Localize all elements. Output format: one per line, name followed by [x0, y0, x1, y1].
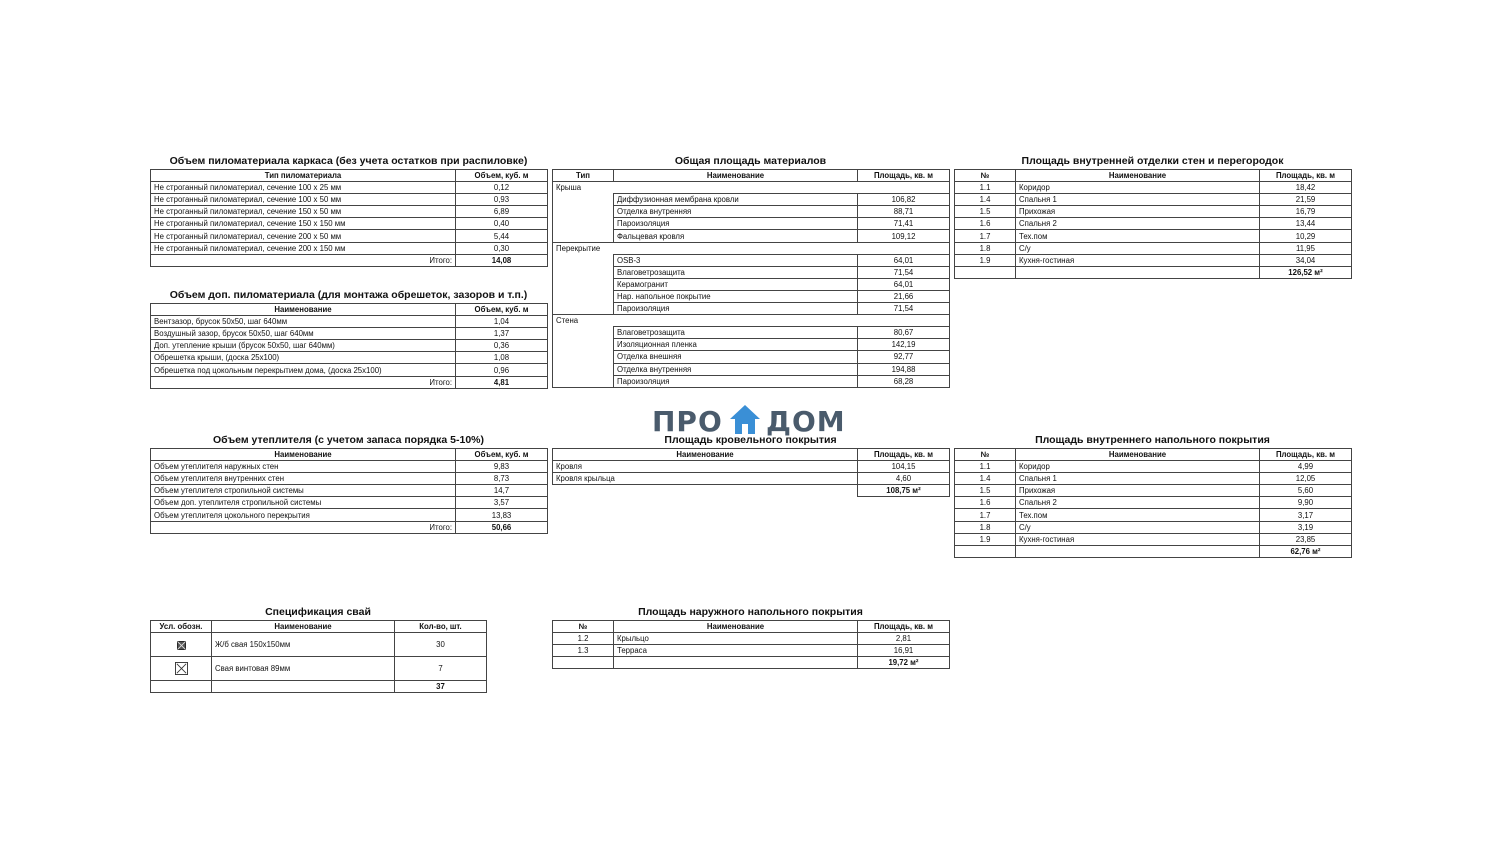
cell-value: 10,29	[1260, 230, 1352, 242]
extra-lumber-block	[150, 289, 548, 389]
cell-number: 1.1	[955, 182, 1016, 194]
indoor-floor-block	[954, 434, 1352, 558]
cell-value: 0,40	[456, 218, 548, 230]
header-area: Площадь, кв. м	[1260, 449, 1352, 461]
group-row-floor	[553, 242, 950, 254]
table-row	[151, 485, 548, 497]
cell-number: 1.8	[955, 242, 1016, 254]
cell-value: 1,04	[456, 316, 548, 328]
pile-symbol-cell	[151, 657, 212, 681]
cell-name: Фальцевая кровля	[614, 230, 858, 242]
cell-value: 9,90	[1260, 497, 1352, 509]
total-value: 108,75 м²	[858, 485, 950, 497]
cell-name: Объем утеплителя цокольного перекрытия	[151, 509, 456, 521]
pro-dom-logo	[652, 403, 850, 443]
cell-name: Влаговетрозащита	[614, 266, 858, 278]
table-row	[955, 533, 1352, 545]
extra-lumber-table	[150, 303, 548, 389]
cell-number: 1.4	[955, 194, 1016, 206]
total-row	[955, 266, 1352, 278]
extra-lumber-title: Объем доп. пиломатериала (для монтажа обрешеток, зазоров и т.п.)	[169, 289, 528, 301]
cell-name: Спальня 2	[1016, 218, 1260, 230]
cell-value: 3,17	[1260, 509, 1352, 521]
cell-number: 1.6	[955, 218, 1016, 230]
total-row	[955, 545, 1352, 557]
cell-value: 109,12	[858, 230, 950, 242]
cell-name: Не строганный пиломатериал, сечение 200 x 50 мм	[151, 230, 456, 242]
cell-number: 1.1	[955, 461, 1016, 473]
roofing-title: Площадь кровельного покрытия	[664, 434, 837, 446]
table-row	[151, 497, 548, 509]
cell-name: Нар. напольное покрытие	[614, 290, 858, 302]
cell-name: Тех.пом	[1016, 509, 1260, 521]
total-value: 14,08	[456, 254, 548, 266]
cell-value: 0,93	[456, 194, 548, 206]
cell-value: 18,42	[1260, 182, 1352, 194]
outdoor-floor-table	[552, 620, 950, 669]
table-row	[955, 182, 1352, 194]
header-type: Тип	[553, 170, 614, 182]
cell-name: Объем утеплителя стропильной системы	[151, 485, 456, 497]
cell-value: 2,81	[858, 633, 950, 645]
cell-name: Вентзазор, брусок 50x50, шаг 640мм	[151, 316, 456, 328]
cell-value: 16,79	[1260, 206, 1352, 218]
cell-name: Объем доп. утеплителя стропильной системы	[151, 497, 456, 509]
table-row	[955, 461, 1352, 473]
header-volume: Объем, куб. м	[456, 449, 548, 461]
total-row	[151, 376, 548, 388]
cell-name: Коридор	[1016, 182, 1260, 194]
pile-symbol-cell	[151, 633, 212, 657]
cell-name: Спальня 1	[1016, 194, 1260, 206]
piles-block	[150, 606, 487, 693]
total-row	[553, 485, 950, 497]
roofing-block	[552, 434, 950, 497]
cell-number: 1.4	[955, 473, 1016, 485]
cell-value: 21,66	[858, 290, 950, 302]
cell-name: Обрешетка крыши, (доска 25x100)	[151, 352, 456, 364]
cell-value: 142,19	[858, 339, 950, 351]
cell-value: 1,37	[456, 328, 548, 340]
table-row	[151, 218, 548, 230]
house-icon	[728, 403, 762, 437]
cell-value: 16,91	[858, 645, 950, 657]
cell-value: 4,60	[858, 473, 950, 485]
header-number: №	[955, 449, 1016, 461]
header-name: Наименование	[151, 304, 456, 316]
cell-value: 71,54	[858, 303, 950, 315]
table-row	[955, 218, 1352, 230]
total-value: 126,52 м²	[1260, 266, 1352, 278]
header-symbol: Усл. обозн.	[151, 621, 212, 633]
wall-finish-title: Площадь внутренней отделки стен и перегородок	[1021, 155, 1284, 167]
total-label: Итого:	[151, 376, 456, 388]
cell-name: Воздушный зазор, брусок 50x50, шаг 640мм	[151, 328, 456, 340]
cell-value: 0,36	[456, 340, 548, 352]
group-label: Перекрытие	[553, 242, 950, 254]
table-row	[151, 364, 548, 376]
insulation-title: Объем утеплителя (с учетом запаса порядка 5-10%)	[212, 434, 485, 446]
table-row	[151, 461, 548, 473]
filled-square-x-icon	[177, 641, 186, 650]
cell-number: 1.3	[553, 645, 614, 657]
cell-name: Ж/б свая 150x150мм	[212, 633, 395, 657]
cell-value: 88,71	[858, 206, 950, 218]
header-name: Наименование	[614, 621, 858, 633]
cell-value: 0,30	[456, 242, 548, 254]
table-row	[955, 206, 1352, 218]
cell-qty: 7	[395, 657, 487, 681]
table-row	[151, 340, 548, 352]
cell-value: 68,28	[858, 375, 950, 387]
cell-name: Пароизоляция	[614, 218, 858, 230]
header-volume: Объем, куб. м	[456, 304, 548, 316]
wall-finish-block	[954, 155, 1352, 279]
table-row	[151, 328, 548, 340]
cell-value: 6,89	[456, 206, 548, 218]
table-row	[955, 194, 1352, 206]
outdoor-floor-block	[552, 606, 950, 669]
piles-table	[150, 620, 487, 693]
table-row	[151, 657, 487, 681]
cell-name: С/у	[1016, 521, 1260, 533]
cell-name: Тех.пом	[1016, 230, 1260, 242]
cell-name: Пароизоляция	[614, 303, 858, 315]
group-label: Крыша	[553, 182, 950, 194]
cell-name: Изоляционная пленка	[614, 339, 858, 351]
cell-name: Спальня 2	[1016, 497, 1260, 509]
cell-value: 71,41	[858, 218, 950, 230]
table-row	[553, 327, 950, 339]
total-row	[151, 681, 487, 693]
total-value: 62,76 м²	[1260, 545, 1352, 557]
cell-name: Прихожая	[1016, 206, 1260, 218]
cell-number: 1.5	[955, 206, 1016, 218]
total-row	[151, 254, 548, 266]
cell-name: Не строганный пиломатериал, сечение 100 x 50 мм	[151, 194, 456, 206]
square-x-icon	[175, 662, 188, 675]
wall-finish-table	[954, 169, 1352, 279]
cell-value: 106,82	[858, 194, 950, 206]
cell-name: Коридор	[1016, 461, 1260, 473]
header-name: Наименование	[212, 621, 395, 633]
cell-name: Свая винтовая 89мм	[212, 657, 395, 681]
cell-value: 104,15	[858, 461, 950, 473]
cell-number: 1.9	[955, 533, 1016, 545]
cell-value: 3,19	[1260, 521, 1352, 533]
cell-name: Объем утеплителя наружных стен	[151, 461, 456, 473]
cell-name: С/у	[1016, 242, 1260, 254]
cell-value: 34,04	[1260, 254, 1352, 266]
cell-number: 1.5	[955, 485, 1016, 497]
header-number: №	[955, 170, 1016, 182]
total-value: 4,81	[456, 376, 548, 388]
cell-name: Спальня 1	[1016, 473, 1260, 485]
table-row	[151, 242, 548, 254]
cell-value: 71,54	[858, 266, 950, 278]
total-row	[553, 657, 950, 669]
frame-lumber-block	[150, 155, 548, 267]
cell-name: Объем утеплителя внутренних стен	[151, 473, 456, 485]
logo-text-left: ПРО	[652, 405, 723, 438]
cell-name: Крыльцо	[614, 633, 858, 645]
cell-name: Влаговетрозащита	[614, 327, 858, 339]
table-row	[955, 230, 1352, 242]
cell-value: 4,99	[1260, 461, 1352, 473]
cell-value: 64,01	[858, 254, 950, 266]
table-row	[955, 473, 1352, 485]
cell-value: 11,95	[1260, 242, 1352, 254]
cell-name: Отделка внутренняя	[614, 363, 858, 375]
table-row	[151, 230, 548, 242]
group-row-roof	[553, 182, 950, 194]
cell-name: Обрешетка под цокольным перекрытием дома, (доска 25x100)	[151, 364, 456, 376]
materials-table	[552, 169, 950, 388]
cell-value: 9,83	[456, 461, 548, 473]
table-row	[955, 521, 1352, 533]
cell-name: Отделка внутренняя	[614, 206, 858, 218]
cell-name: Кровля	[553, 461, 858, 473]
cell-number: 1.8	[955, 521, 1016, 533]
insulation-table	[150, 448, 548, 534]
header-volume: Объем, куб. м	[456, 170, 548, 182]
header-name: Наименование	[553, 449, 858, 461]
cell-number: 1.6	[955, 497, 1016, 509]
table-row	[955, 242, 1352, 254]
cell-value: 8,73	[456, 473, 548, 485]
table-row	[151, 316, 548, 328]
total-row	[151, 521, 548, 533]
cell-value: 92,77	[858, 351, 950, 363]
cell-name: Пароизоляция	[614, 375, 858, 387]
cell-value: 0,96	[456, 364, 548, 376]
cell-value: 12,05	[1260, 473, 1352, 485]
cell-value: 13,83	[456, 509, 548, 521]
table-row	[955, 485, 1352, 497]
cell-value: 80,67	[858, 327, 950, 339]
cell-name: Не строганный пиломатериал, сечение 100 x 25 мм	[151, 182, 456, 194]
piles-title: Спецификация свай	[265, 606, 371, 618]
cell-value: 194,88	[858, 363, 950, 375]
logo-text-right: ДОМ	[766, 405, 846, 438]
table-row	[151, 633, 487, 657]
header-area: Площадь, кв. м	[858, 170, 950, 182]
header-name: Наименование	[614, 170, 858, 182]
table-row	[151, 352, 548, 364]
header-lumber-type: Тип пиломатериала	[151, 170, 456, 182]
cell-value: 14,7	[456, 485, 548, 497]
cell-name: Диффузионная мембрана кровли	[614, 194, 858, 206]
cell-name: Прихожая	[1016, 485, 1260, 497]
cell-name: Кухня-гостиная	[1016, 254, 1260, 266]
frame-lumber-title: Объем пиломатериала каркаса (без учета остатков при распиловке)	[169, 155, 528, 167]
table-row	[151, 182, 548, 194]
total-label: Итого:	[151, 521, 456, 533]
table-row	[151, 206, 548, 218]
cell-value: 0,12	[456, 182, 548, 194]
cell-value: 1,08	[456, 352, 548, 364]
insulation-block	[150, 434, 548, 534]
cell-qty: 30	[395, 633, 487, 657]
cell-value: 5,60	[1260, 485, 1352, 497]
indoor-floor-table	[954, 448, 1352, 558]
header-number: №	[553, 621, 614, 633]
cell-value: 3,57	[456, 497, 548, 509]
frame-lumber-table	[150, 169, 548, 267]
table-row	[553, 645, 950, 657]
table-row	[553, 254, 950, 266]
outdoor-floor-title: Площадь наружного напольного покрытия	[638, 606, 863, 618]
cell-name: Доп. утепление крыши (брусок 50x50, шаг 640мм)	[151, 340, 456, 352]
header-area: Площадь, кв. м	[1260, 170, 1352, 182]
table-row	[151, 509, 548, 521]
total-value: 37	[395, 681, 487, 693]
cell-number: 1.7	[955, 509, 1016, 521]
header-area: Площадь, кв. м	[858, 449, 950, 461]
cell-number: 1.2	[553, 633, 614, 645]
cell-name: Кровля крыльца	[553, 473, 858, 485]
table-row	[553, 461, 950, 473]
table-row	[151, 473, 548, 485]
header-name: Наименование	[151, 449, 456, 461]
cell-name: Кухня-гостиная	[1016, 533, 1260, 545]
group-label: Стена	[553, 315, 950, 327]
cell-value: 13,44	[1260, 218, 1352, 230]
table-row	[553, 473, 950, 485]
table-row	[955, 509, 1352, 521]
table-row	[151, 194, 548, 206]
group-row-wall	[553, 315, 950, 327]
cell-name: Терраса	[614, 645, 858, 657]
cell-value: 5,44	[456, 230, 548, 242]
cell-name: Не строганный пиломатериал, сечение 150 x 150 мм	[151, 218, 456, 230]
table-row	[955, 497, 1352, 509]
cell-number: 1.7	[955, 230, 1016, 242]
cell-name: OSB-3	[614, 254, 858, 266]
cell-value: 21,59	[1260, 194, 1352, 206]
materials-block	[552, 155, 950, 388]
cell-name: Не строганный пиломатериал, сечение 150 x 50 мм	[151, 206, 456, 218]
cell-number: 1.9	[955, 254, 1016, 266]
total-label: Итого:	[151, 254, 456, 266]
total-value: 50,66	[456, 521, 548, 533]
cell-name: Отделка внешняя	[614, 351, 858, 363]
header-qty: Кол-во, шт.	[395, 621, 487, 633]
table-row	[553, 633, 950, 645]
cell-value: 23,85	[1260, 533, 1352, 545]
header-name: Наименование	[1016, 449, 1260, 461]
roofing-table	[552, 448, 950, 497]
total-value: 19,72 м²	[858, 657, 950, 669]
cell-name: Керамогранит	[614, 278, 858, 290]
table-row	[955, 254, 1352, 266]
cell-value: 64,01	[858, 278, 950, 290]
table-row	[553, 194, 950, 206]
materials-title: Общая площадь материалов	[674, 155, 827, 167]
indoor-floor-title: Площадь внутреннего напольного покрытия	[1035, 434, 1270, 446]
header-name: Наименование	[1016, 170, 1260, 182]
header-area: Площадь, кв. м	[858, 621, 950, 633]
cell-name: Не строганный пиломатериал, сечение 200 x 150 мм	[151, 242, 456, 254]
